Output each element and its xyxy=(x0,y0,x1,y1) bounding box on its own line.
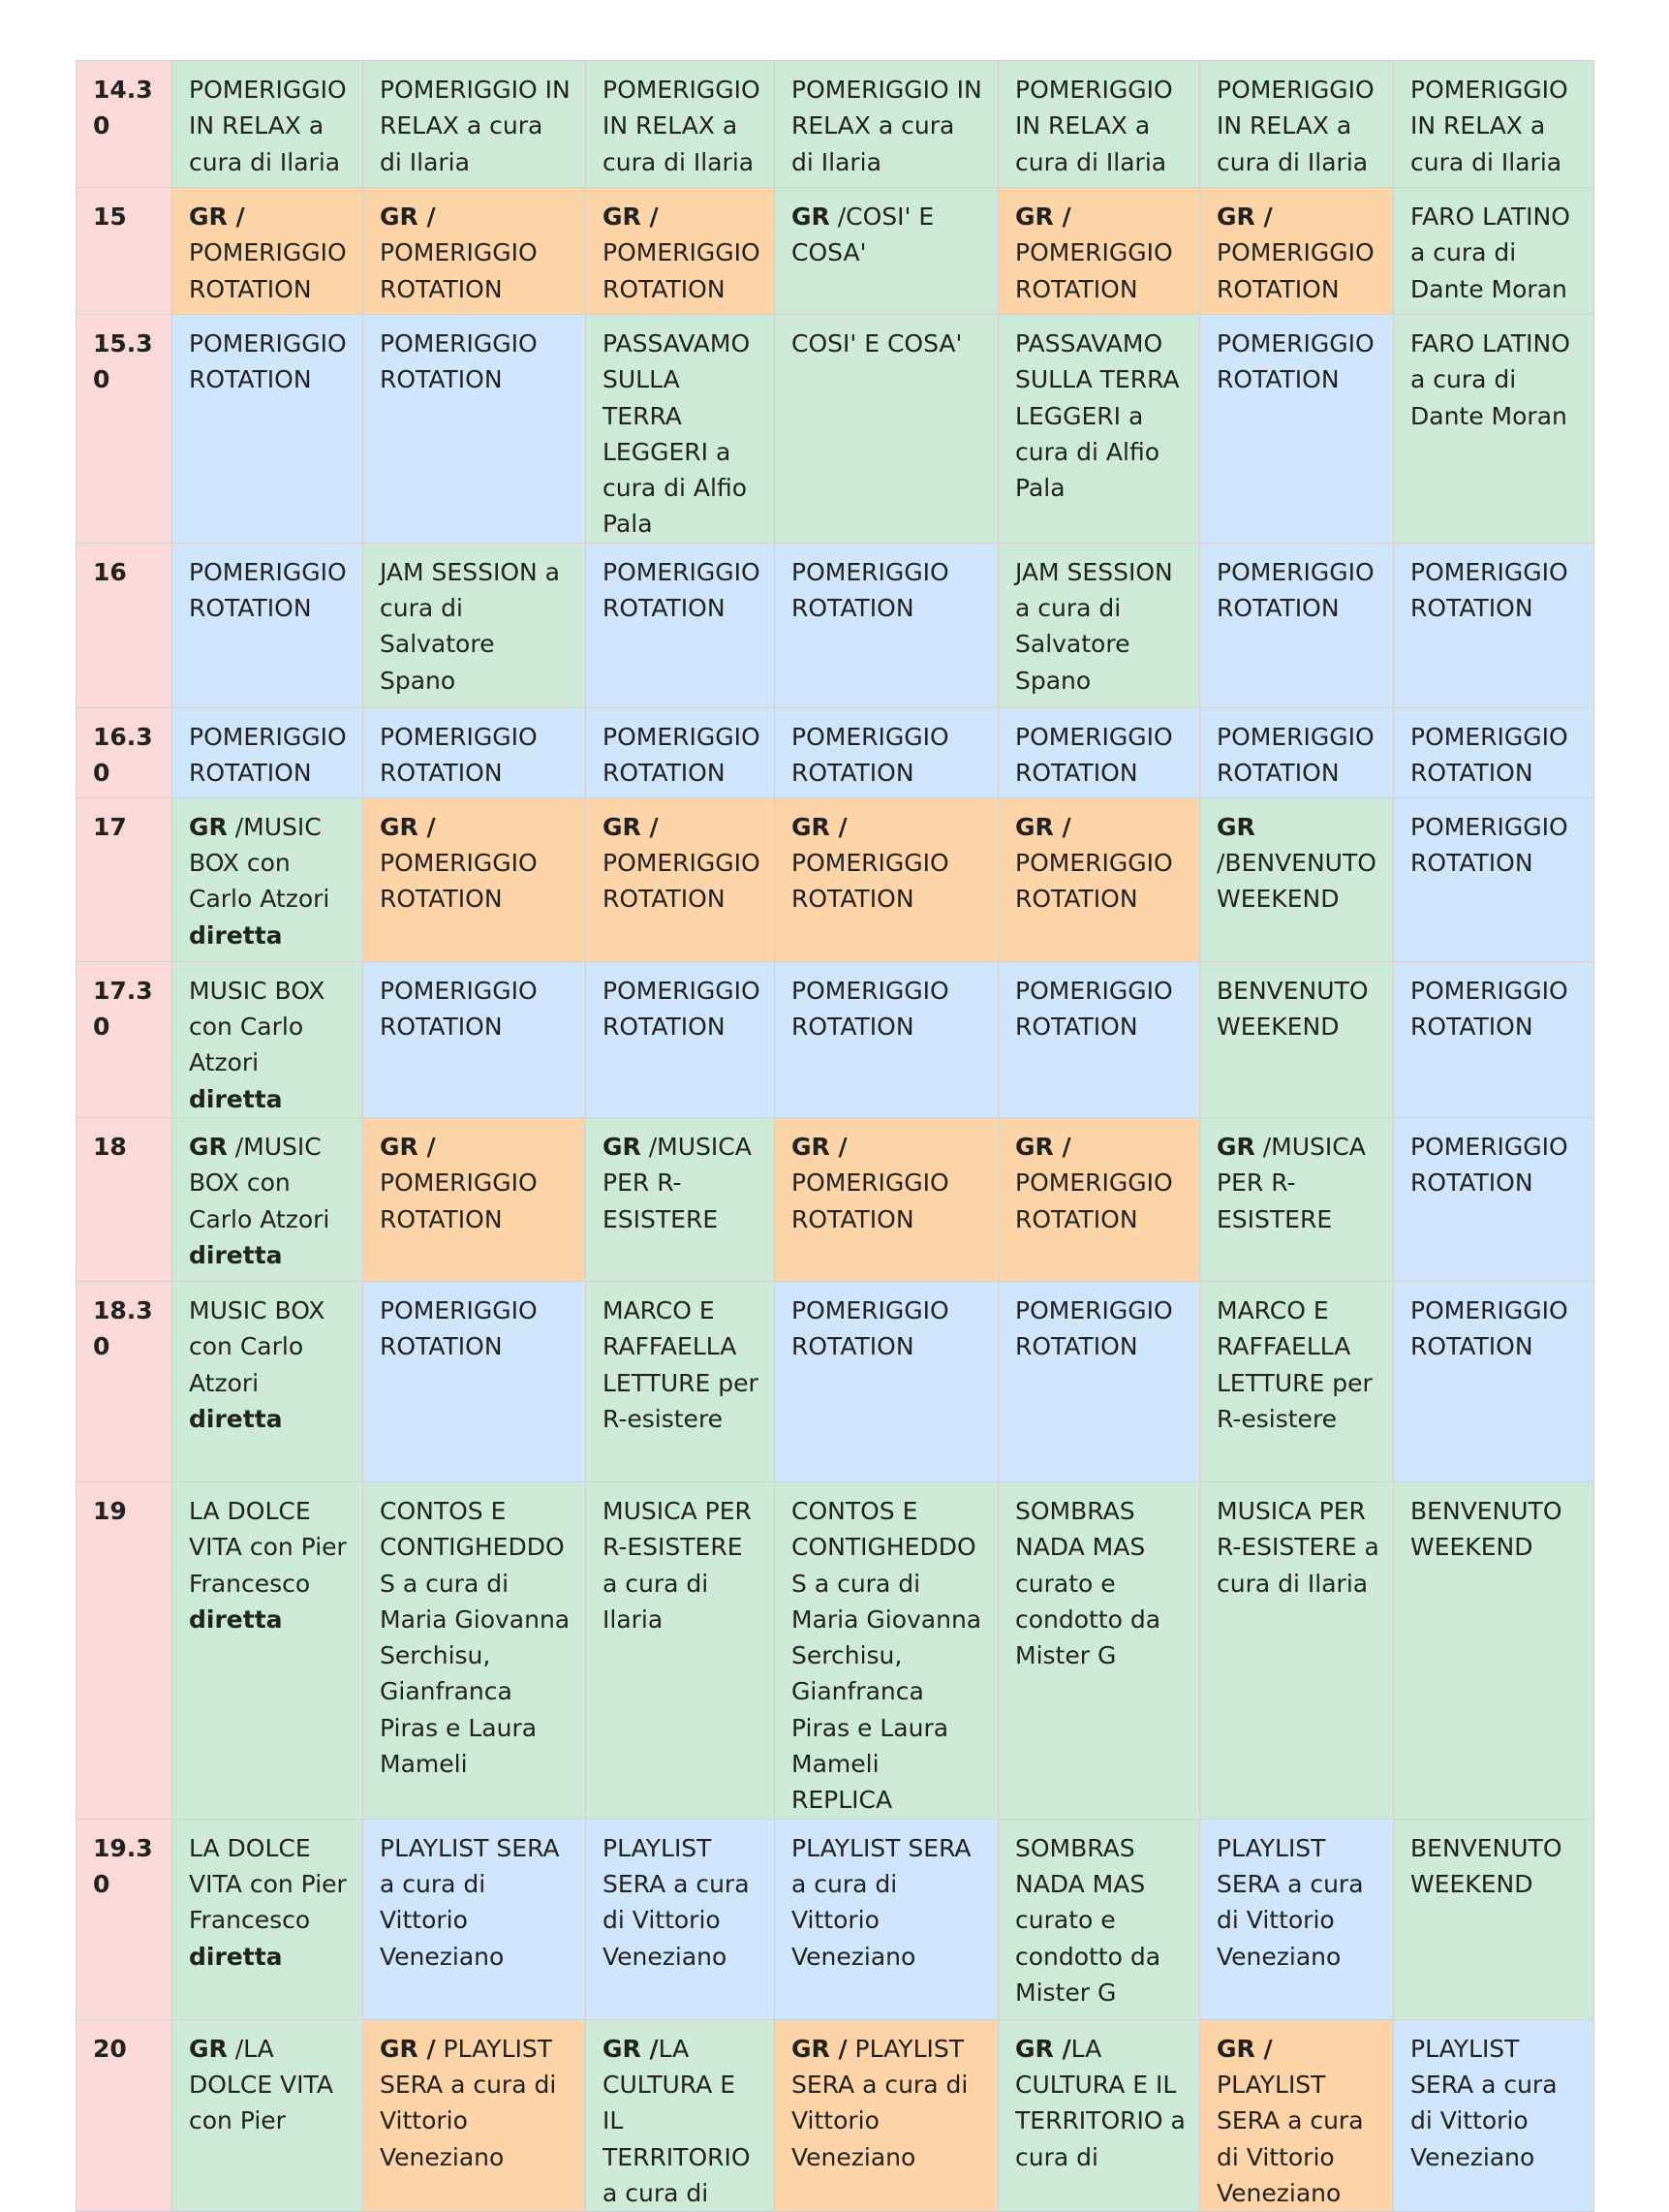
program-cell xyxy=(586,543,775,707)
time-slot: 17 xyxy=(77,797,172,961)
program-cell xyxy=(999,1819,1200,2019)
program-text: POMERIGGIO IN RELAX a cura di Ilaria xyxy=(380,76,571,176)
program-cell xyxy=(172,188,363,315)
schedule-row xyxy=(77,707,1594,797)
schedule-row xyxy=(77,1819,1594,2019)
program-cell xyxy=(1394,797,1594,961)
program-cell xyxy=(999,797,1200,961)
program-cell xyxy=(586,61,775,188)
schedule-row xyxy=(77,797,1594,961)
program-text: POMERIGGIO ROTATION xyxy=(1217,557,1375,623)
live-label: diretta xyxy=(189,1084,283,1113)
news-prefix: GR xyxy=(1217,1132,1255,1161)
news-prefix: GR / xyxy=(603,203,659,231)
program-text: POMERIGGIO ROTATION xyxy=(603,976,760,1042)
program-text: POMERIGGIO ROTATION xyxy=(1410,722,1568,788)
program-text: CONTOS E CONTIGHEDDOS a cura di Maria Giovanna Serchisu, Gianfranca Piras e Laura Mameli REPLICA xyxy=(791,1496,982,1815)
program-cell xyxy=(775,1481,999,1819)
program-cell xyxy=(999,1481,1200,1819)
news-prefix: GR / xyxy=(1015,2034,1071,2063)
time-slot: 19 xyxy=(77,1481,172,1819)
time-slot: 19.30 xyxy=(77,1819,172,2019)
program-cell xyxy=(363,1281,586,1481)
schedule-row xyxy=(77,61,1594,188)
program-text: PLAYLIST SERA a cura di Vittorio Veneziano xyxy=(1410,2034,1558,2171)
schedule-table xyxy=(76,60,1594,2212)
news-prefix: GR / xyxy=(380,1132,436,1161)
program-text: POMERIGGIO IN RELAX a cura di Ilaria xyxy=(1015,76,1173,176)
program-cell xyxy=(172,1819,363,2019)
program-text: MARCO E RAFFAELLA LETTURE per R-esistere xyxy=(603,1295,758,1433)
program-cell xyxy=(999,315,1200,544)
program-text: POMERIGGIO ROTATION xyxy=(1217,329,1375,394)
program-cell xyxy=(363,315,586,544)
program-cell xyxy=(775,961,999,1117)
program-text: JAM SESSION a cura di Salvatore Spano xyxy=(380,557,560,695)
program-text: FARO LATINO a cura di Dante Moran xyxy=(1410,329,1570,430)
program-cell xyxy=(363,188,586,315)
news-prefix: GR xyxy=(791,203,830,231)
program-cell xyxy=(172,61,363,188)
program-text: POMERIGGIO ROTATION xyxy=(1015,849,1173,914)
time-slot: 18 xyxy=(77,1117,172,1281)
program-text: PLAYLIST SERA a cura di Vittorio Veneziano xyxy=(791,2034,969,2171)
time-slot: 15 xyxy=(77,188,172,315)
program-cell xyxy=(1394,707,1594,797)
program-cell xyxy=(1200,1819,1394,2019)
program-text: JAM SESSION a cura di Salvatore Spano xyxy=(1015,557,1173,695)
program-text: POMERIGGIO ROTATION xyxy=(1015,976,1173,1042)
program-cell xyxy=(172,707,363,797)
news-prefix: GR xyxy=(189,1132,228,1161)
time-slot: 15.30 xyxy=(77,315,172,544)
program-text: BENVENUTO WEEKEND xyxy=(1410,1833,1562,1898)
program-cell xyxy=(1200,961,1394,1117)
program-cell xyxy=(586,188,775,315)
live-label: diretta xyxy=(189,920,283,950)
news-prefix: GR xyxy=(1217,812,1255,841)
schedule-body xyxy=(77,61,1594,2212)
program-cell xyxy=(775,1281,999,1481)
program-text: POMERIGGIO ROTATION xyxy=(603,722,760,788)
program-cell xyxy=(1200,1117,1394,1281)
program-cell xyxy=(775,797,999,961)
program-text: POMERIGGIO ROTATION xyxy=(1410,1132,1568,1198)
program-text: POMERIGGIO ROTATION xyxy=(189,722,347,788)
program-cell xyxy=(586,315,775,544)
program-cell xyxy=(1200,61,1394,188)
program-text: COSI' E COSA' xyxy=(791,329,963,358)
program-text: POMERIGGIO ROTATION xyxy=(791,1295,949,1361)
program-cell xyxy=(172,1481,363,1819)
program-text: LA CULTURA E IL TERRITORIO a cura di xyxy=(1015,2034,1186,2171)
program-cell xyxy=(363,2019,586,2211)
program-cell xyxy=(586,961,775,1117)
program-cell xyxy=(1394,2019,1594,2211)
program-text: POMERIGGIO IN RELAX a cura di Ilaria xyxy=(603,76,760,176)
program-text: PLAYLIST SERA a cura di Vittorio Veneziano xyxy=(380,1833,560,1971)
program-cell xyxy=(999,2019,1200,2211)
program-cell xyxy=(999,188,1200,315)
program-text: POMERIGGIO IN RELAX a cura di Ilaria xyxy=(791,76,982,176)
program-text: LA CULTURA E IL TERRITORIO a cura di xyxy=(603,2034,751,2207)
program-text: POMERIGGIO ROTATION xyxy=(1217,722,1375,788)
program-text: POMERIGGIO ROTATION xyxy=(380,329,538,394)
program-text: /MUSICA PER R-ESISTERE xyxy=(1217,1132,1366,1233)
news-prefix: GR / xyxy=(791,812,848,841)
program-text: POMERIGGIO ROTATION xyxy=(380,238,538,303)
news-prefix: GR / xyxy=(1217,2034,1273,2063)
program-cell xyxy=(1394,61,1594,188)
program-text: POMERIGGIO ROTATION xyxy=(380,1168,538,1233)
program-cell xyxy=(1200,1281,1394,1481)
program-cell xyxy=(999,1117,1200,1281)
program-cell xyxy=(586,2019,775,2211)
program-cell xyxy=(775,1117,999,1281)
program-text: POMERIGGIO IN RELAX a cura di Ilaria xyxy=(1410,76,1568,176)
schedule-row xyxy=(77,1117,1594,1281)
program-cell xyxy=(999,543,1200,707)
program-cell xyxy=(363,61,586,188)
program-text: POMERIGGIO ROTATION xyxy=(1217,238,1375,303)
news-prefix: GR xyxy=(189,812,228,841)
program-text: PLAYLIST SERA a cura di Vittorio Veneziano xyxy=(380,2034,557,2171)
program-cell xyxy=(999,961,1200,1117)
program-text: BENVENUTO WEEKEND xyxy=(1410,1496,1562,1562)
news-prefix: GR / xyxy=(380,812,436,841)
program-text: POMERIGGIO ROTATION xyxy=(1015,1168,1173,1233)
program-text: CONTOS E CONTIGHEDDOS a cura di Maria Giovanna Serchisu, Gianfranca Piras e Laura Mameli xyxy=(380,1496,571,1779)
live-label: diretta xyxy=(189,1240,283,1269)
program-cell xyxy=(172,961,363,1117)
program-cell xyxy=(775,188,999,315)
program-text: LA DOLCE VITA con Pier Francesco xyxy=(189,1833,347,1935)
program-text: POMERIGGIO ROTATION xyxy=(1410,1295,1568,1361)
program-text: PASSAVAMO SULLA TERRA LEGGERI a cura di Alfio Pala xyxy=(603,329,751,539)
program-cell xyxy=(172,1117,363,1281)
time-slot: 16.30 xyxy=(77,707,172,797)
program-text: MUSIC BOX con Carlo Atzori xyxy=(189,1295,325,1397)
program-text: POMERIGGIO ROTATION xyxy=(791,1168,949,1233)
program-cell xyxy=(363,543,586,707)
program-cell xyxy=(172,797,363,961)
program-text: POMERIGGIO ROTATION xyxy=(1015,238,1173,303)
program-cell xyxy=(1394,1819,1594,2019)
program-cell xyxy=(363,1117,586,1281)
news-prefix: GR / xyxy=(791,2034,848,2063)
schedule-row xyxy=(77,1481,1594,1819)
program-text: POMERIGGIO ROTATION xyxy=(603,557,760,623)
program-text: POMERIGGIO ROTATION xyxy=(380,849,538,914)
program-text: SOMBRAS NADA MAS curato e condotto da Mister G xyxy=(1015,1496,1161,1670)
program-cell xyxy=(1394,961,1594,1117)
program-cell xyxy=(586,1117,775,1281)
news-prefix: GR / xyxy=(1217,203,1273,231)
news-prefix: GR xyxy=(189,2034,228,2063)
program-text: MUSICA PER R-ESISTERE a cura di Ilaria xyxy=(1217,1496,1379,1598)
schedule-row xyxy=(77,2019,1594,2211)
program-cell xyxy=(586,1281,775,1481)
program-text: POMERIGGIO ROTATION xyxy=(380,722,538,788)
program-text: PLAYLIST SERA a cura di Vittorio Veneziano xyxy=(791,1833,972,1971)
program-cell xyxy=(586,797,775,961)
news-prefix: GR / xyxy=(791,1132,848,1161)
program-text: POMERIGGIO ROTATION xyxy=(1410,812,1568,878)
program-text: POMERIGGIO ROTATION xyxy=(791,557,949,623)
program-text: FARO LATINO a cura di Dante Moran xyxy=(1410,203,1570,303)
program-text: MUSICA PER R-ESISTERE a cura di Ilaria xyxy=(603,1496,752,1634)
program-text: BENVENUTO WEEKEND xyxy=(1217,976,1369,1042)
program-text: POMERIGGIO ROTATION xyxy=(791,976,949,1042)
news-prefix: GR / xyxy=(603,2034,659,2063)
schedule-row xyxy=(77,315,1594,544)
program-text: POMERIGGIO ROTATION xyxy=(791,722,949,788)
program-cell xyxy=(172,543,363,707)
news-prefix: GR / xyxy=(1015,203,1071,231)
program-text: /MUSICA PER R-ESISTERE xyxy=(603,1132,752,1233)
program-cell xyxy=(1394,1281,1594,1481)
program-text: POMERIGGIO ROTATION xyxy=(189,557,347,623)
program-text: SOMBRAS NADA MAS curato e condotto da Mister G xyxy=(1015,1833,1161,2007)
program-cell xyxy=(586,1819,775,2019)
news-prefix: GR / xyxy=(189,203,245,231)
program-cell xyxy=(1394,188,1594,315)
live-label: diretta xyxy=(189,1604,283,1634)
program-cell xyxy=(775,2019,999,2211)
program-text: POMERIGGIO ROTATION xyxy=(189,329,347,394)
program-cell xyxy=(363,961,586,1117)
program-text: POMERIGGIO ROTATION xyxy=(791,849,949,914)
program-cell xyxy=(1200,2019,1394,2211)
program-cell xyxy=(1200,1481,1394,1819)
program-text: PLAYLIST SERA a cura di Vittorio Veneziano xyxy=(1217,1833,1364,1971)
live-label: diretta xyxy=(189,1942,283,1971)
program-text: /COSI' E COSA' xyxy=(791,203,935,267)
program-text: POMERIGGIO ROTATION xyxy=(1410,557,1568,623)
program-text: POMERIGGIO IN RELAX a cura di Ilaria xyxy=(1217,76,1375,176)
program-text: POMERIGGIO IN RELAX a cura di Ilaria xyxy=(189,76,347,176)
schedule-row xyxy=(77,543,1594,707)
time-slot: 18.30 xyxy=(77,1281,172,1481)
program-cell xyxy=(1200,315,1394,544)
program-cell xyxy=(999,707,1200,797)
program-text: MUSIC BOX con Carlo Atzori xyxy=(189,976,325,1077)
program-text: PASSAVAMO SULLA TERRA LEGGERI a cura di Alfio Pala xyxy=(1015,329,1180,503)
program-text: /MUSIC BOX con Carlo Atzori xyxy=(189,1132,330,1233)
program-text: /MUSIC BOX con Carlo Atzori xyxy=(189,812,330,914)
program-cell xyxy=(586,1481,775,1819)
program-cell xyxy=(999,1281,1200,1481)
program-cell xyxy=(363,707,586,797)
schedule-row xyxy=(77,961,1594,1117)
time-slot: 20 xyxy=(77,2019,172,2211)
schedule-row xyxy=(77,188,1594,315)
time-slot: 16 xyxy=(77,543,172,707)
news-prefix: GR xyxy=(603,1132,641,1161)
program-cell xyxy=(1200,543,1394,707)
program-text: POMERIGGIO ROTATION xyxy=(1410,976,1568,1042)
program-text: MARCO E RAFFAELLA LETTURE per R-esistere xyxy=(1217,1295,1373,1433)
program-text: POMERIGGIO ROTATION xyxy=(1015,1295,1173,1361)
program-cell xyxy=(1394,1481,1594,1819)
program-text: POMERIGGIO ROTATION xyxy=(380,976,538,1042)
program-text: POMERIGGIO ROTATION xyxy=(189,238,347,303)
news-prefix: GR / xyxy=(603,812,659,841)
news-prefix: GR / xyxy=(380,203,436,231)
program-cell xyxy=(1200,707,1394,797)
time-slot: 14.30 xyxy=(77,61,172,188)
news-prefix: GR / xyxy=(380,2034,436,2063)
program-text: POMERIGGIO ROTATION xyxy=(380,1295,538,1361)
program-cell xyxy=(775,315,999,544)
program-cell xyxy=(1394,543,1594,707)
program-text: PLAYLIST SERA a cura di Vittorio Veneziano xyxy=(1217,2070,1364,2207)
program-text: POMERIGGIO ROTATION xyxy=(603,238,760,303)
program-text: /LA DOLCE VITA con Pier xyxy=(189,2034,333,2135)
program-text: POMERIGGIO ROTATION xyxy=(603,849,760,914)
program-cell xyxy=(1200,188,1394,315)
program-cell xyxy=(775,707,999,797)
program-cell xyxy=(363,1819,586,2019)
news-prefix: GR / xyxy=(1015,812,1071,841)
program-text: /BENVENUTO WEEKEND xyxy=(1217,849,1376,914)
program-cell xyxy=(999,61,1200,188)
news-prefix: GR / xyxy=(1015,1132,1071,1161)
program-cell xyxy=(1200,797,1394,961)
program-cell xyxy=(586,707,775,797)
program-cell xyxy=(363,1481,586,1819)
program-cell xyxy=(775,543,999,707)
program-cell xyxy=(363,797,586,961)
time-slot: 17.30 xyxy=(77,961,172,1117)
program-text: POMERIGGIO ROTATION xyxy=(1015,722,1173,788)
program-cell xyxy=(172,2019,363,2211)
program-cell xyxy=(1394,315,1594,544)
program-cell xyxy=(1394,1117,1594,1281)
program-text: LA DOLCE VITA con Pier Francesco xyxy=(189,1496,347,1598)
program-text: PLAYLIST SERA a cura di Vittorio Veneziano xyxy=(603,1833,750,1971)
program-cell xyxy=(775,1819,999,2019)
program-cell xyxy=(775,61,999,188)
program-cell xyxy=(172,315,363,544)
program-cell xyxy=(172,1281,363,1481)
schedule-row xyxy=(77,1281,1594,1481)
live-label: diretta xyxy=(189,1404,283,1433)
